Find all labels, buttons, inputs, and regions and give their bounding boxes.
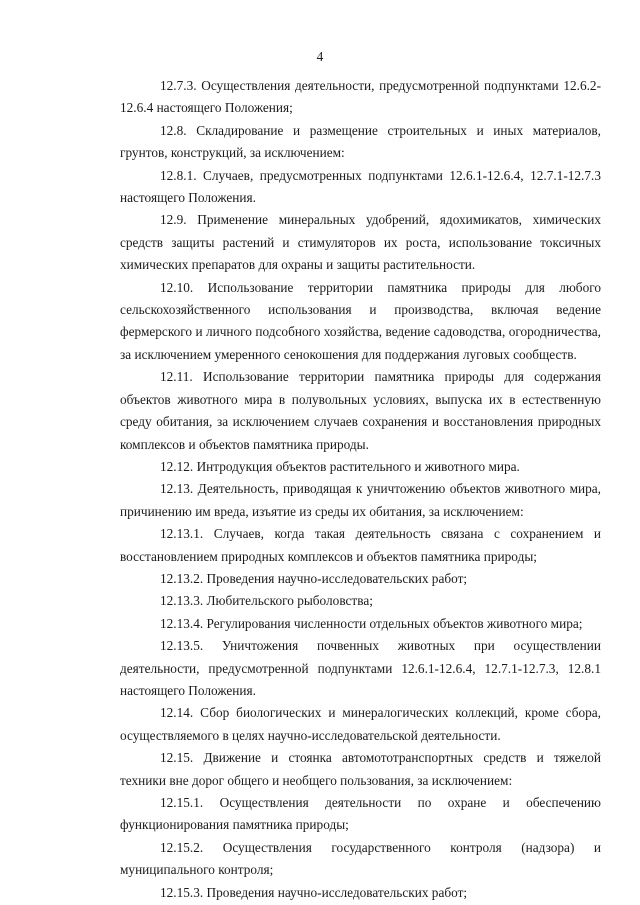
paragraph-12-13-1: 12.13.1. Случаев, когда такая деятельность связана с сохранением и восстановлением природных комплексов и объектов памятника природы; bbox=[120, 526, 601, 564]
paragraph-12-13-2: 12.13.2. Проведения научно-исследовательских работ; bbox=[160, 570, 468, 586]
paragraph-12-13-4: 12.13.4. Регулирования численности отдельных объектов животного мира; bbox=[160, 615, 583, 631]
paragraph-12-13: 12.13. Деятельность, приводящая к уничтожению объектов животного мира, причинению им вреда, изъятие из среды их обитания, за исключением: bbox=[120, 481, 601, 519]
paragraph-12-10: 12.10. Использование территории памятника природы для любого сельскохозяйственного использования и производства, включая ведение фермерского и личного подсобного хозяйства, ведение садоводства, огородничества, за исключением умеренного сенокошения для поддержания луговых сообществ. bbox=[120, 279, 601, 362]
paragraph-12-7-3: 12.7.3. Осуществления деятельности, предусмотренной подпунктами 12.6.2-12.6.4 настоящего Положения; bbox=[120, 78, 601, 116]
paragraph-12-13-3: 12.13.3. Любительского рыболовства; bbox=[160, 593, 373, 609]
paragraph-12-14: 12.14. Сбор биологических и минералогических коллекций, кроме сбора, осуществляемого в целях научно-исследовательской деятельности. bbox=[120, 705, 601, 743]
paragraph-12-12: 12.12. Интродукция объектов растительного и животного мира. bbox=[160, 458, 520, 474]
page-number: 4 bbox=[316, 49, 324, 64]
paragraph-12-15: 12.15. Движение и стоянка автомототранспортных средств и тяжелой техники вне дорог общего и необщего пользования, за исключением: bbox=[120, 750, 601, 788]
paragraph-12-11: 12.11. Использование территории памятника природы для содержания объектов животного мира в полувольных условиях, выпуска их в естественную среду обитания, за исключением случаев сохранения и восстановления природных комплексов и объектов памятника природы. bbox=[120, 369, 601, 452]
document-body bbox=[120, 75, 601, 904]
paragraph-12-8: 12.8. Складирование и размещение строительных и иных материалов, грунтов, конструкций, за исключением: bbox=[120, 122, 601, 161]
paragraph-12-9: 12.9. Применение минеральных удобрений, ядохимикатов, химических средств защиты растений и стимуляторов их роста, использование токсичных химических препаратов для охраны и защиты растительности. bbox=[120, 212, 601, 273]
paragraph-12-15-1: 12.15.1. Осуществления деятельности по охране и обеспечению функционирования памятника природы; bbox=[120, 795, 601, 833]
paragraph-12-15-2: 12.15.2. Осуществления государственного контроля (надзора) и муниципального контроля; bbox=[120, 839, 601, 878]
paragraph-12-13-5: 12.13.5. Уничтожения почвенных животных при осуществлении деятельности, предусмотренной подпунктами 12.6.1-12.6.4, 12.7.1-12.7.3, 12.8.1 настоящего Положения. bbox=[120, 638, 601, 698]
paragraph-12-8-1: 12.8.1. Случаев, предусмотренных подпунктами 12.6.1-12.6.4, 12.7.1-12.7.3 настоящего Положения. bbox=[120, 167, 601, 206]
paragraph-12-15-3: 12.15.3. Проведения научно-исследовательских работ; bbox=[160, 884, 468, 900]
